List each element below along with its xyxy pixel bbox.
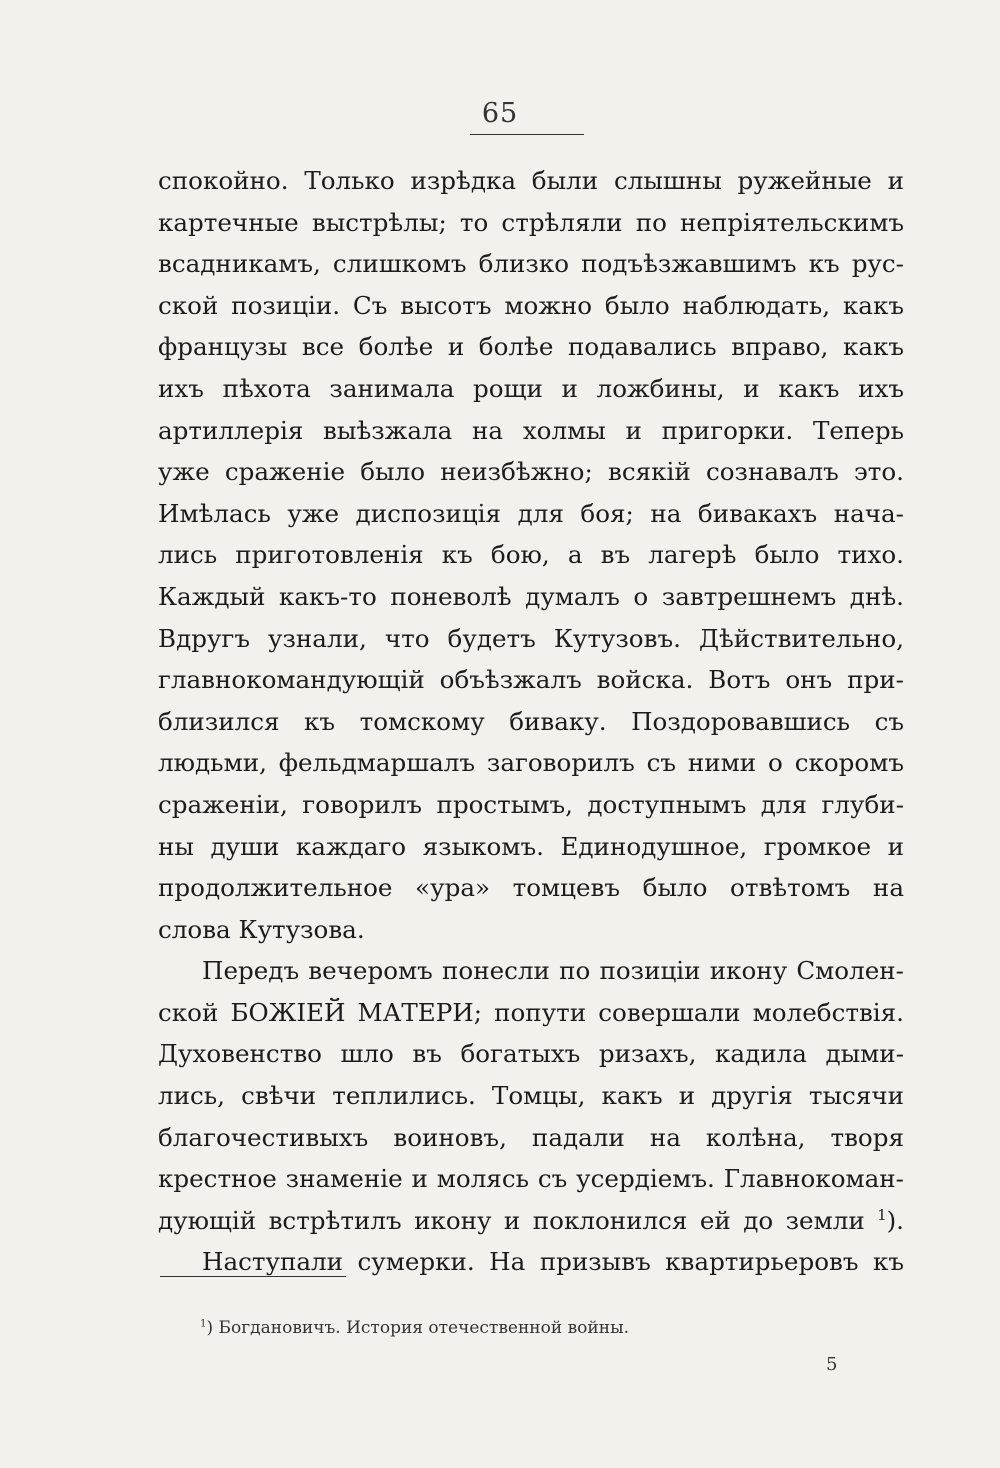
text-line: ской позиціи. Съ высотъ можно было наблюдать, какъ — [158, 290, 904, 320]
footnote-reference: 1 — [877, 1206, 887, 1224]
footnote-marker: 1 — [200, 1318, 207, 1330]
page-number: 65 — [481, 98, 519, 129]
text-line: людьми, фельдмаршалъ заговорилъ съ ними о скоромъ — [158, 748, 904, 778]
footnote-reference-suffix: ). — [886, 1205, 904, 1235]
text-line: главнокомандующій объѣзжалъ войска. Вотъ онъ при- — [158, 665, 904, 695]
text-line: спокойно. Только изрѣдка были слышны ружейные и — [158, 166, 904, 195]
text-line: ихъ пѣхота занимала рощи и ложбины, и какъ ихъ — [158, 373, 904, 403]
text-line: Духовенство шло въ богатыхъ ризахъ, кадила дыми- — [158, 1039, 904, 1069]
text-line: благочестивыхъ воиновъ, падали на колѣна, творя — [158, 1122, 904, 1152]
text-line: сраженіи, говорилъ простымъ, доступнымъ для глуби- — [158, 789, 904, 819]
text-line-with-footnote-ref — [158, 1200, 904, 1242]
text-line: Наступали сумерки. На призывъ квартирьеровъ къ — [202, 1247, 904, 1277]
text-line: крестное знаменіе и молясь съ усердіемъ. Главнокоман- — [158, 1164, 904, 1194]
text-line: ны души каждаго языкомъ. Единодушное, громкое и — [158, 831, 904, 861]
text-line: Каждый какъ-то поневолѣ думалъ о завтрешнемъ днѣ. — [158, 581, 904, 611]
text-line: картечные выстрѣлы; то стрѣляли по непріятельскимъ — [158, 207, 904, 237]
text-line: близился къ томскому биваку. Поздоровавшись съ — [158, 706, 904, 736]
text-line: лись, свѣчи теплились. Томцы, какъ и другія тысячи — [158, 1081, 904, 1111]
text-line: слова Кутузова. — [158, 914, 365, 944]
text-line-content: дующій встрѣтилъ икону и поклонился ей до земли — [158, 1205, 865, 1235]
text-line: Имѣлась уже диспозиція для боя; на бивакахъ нача- — [158, 498, 904, 528]
footnote-text: ) Богдановичъ. История отечественной войны. — [206, 1318, 630, 1338]
signature-mark: 5 — [826, 1354, 838, 1375]
text-line: французы все болѣе и болѣе подавались вправо, какъ — [158, 332, 904, 362]
footnote — [200, 1318, 629, 1338]
footnote-rule — [160, 1276, 346, 1277]
page-number-rule — [470, 134, 584, 135]
text-line: всадникамъ, слишкомъ близко подъѣзжавшимъ къ рус- — [158, 249, 904, 279]
text-line: ской БОЖІЕЙ МАТЕРИ; попути совершали молебствія. — [158, 997, 904, 1027]
text-line: лись приготовленія къ бою, а въ лагерѣ было тихо. — [158, 540, 904, 570]
text-line: продолжительное «ура» томцевъ было отвѣтомъ на — [158, 873, 904, 903]
text-line: Передъ вечеромъ понесли по позиціи икону Смолен- — [202, 956, 904, 986]
text-line: артиллерія выѣзжала на холмы и пригорки. Теперь — [158, 415, 904, 445]
body-text — [158, 160, 904, 1283]
text-line: уже сраженіе было неизбѣжно; всякій сознавалъ это. — [158, 457, 904, 487]
text-line: Вдругъ узнали, что будетъ Кутузовъ. Дѣйствительно, — [158, 623, 904, 653]
